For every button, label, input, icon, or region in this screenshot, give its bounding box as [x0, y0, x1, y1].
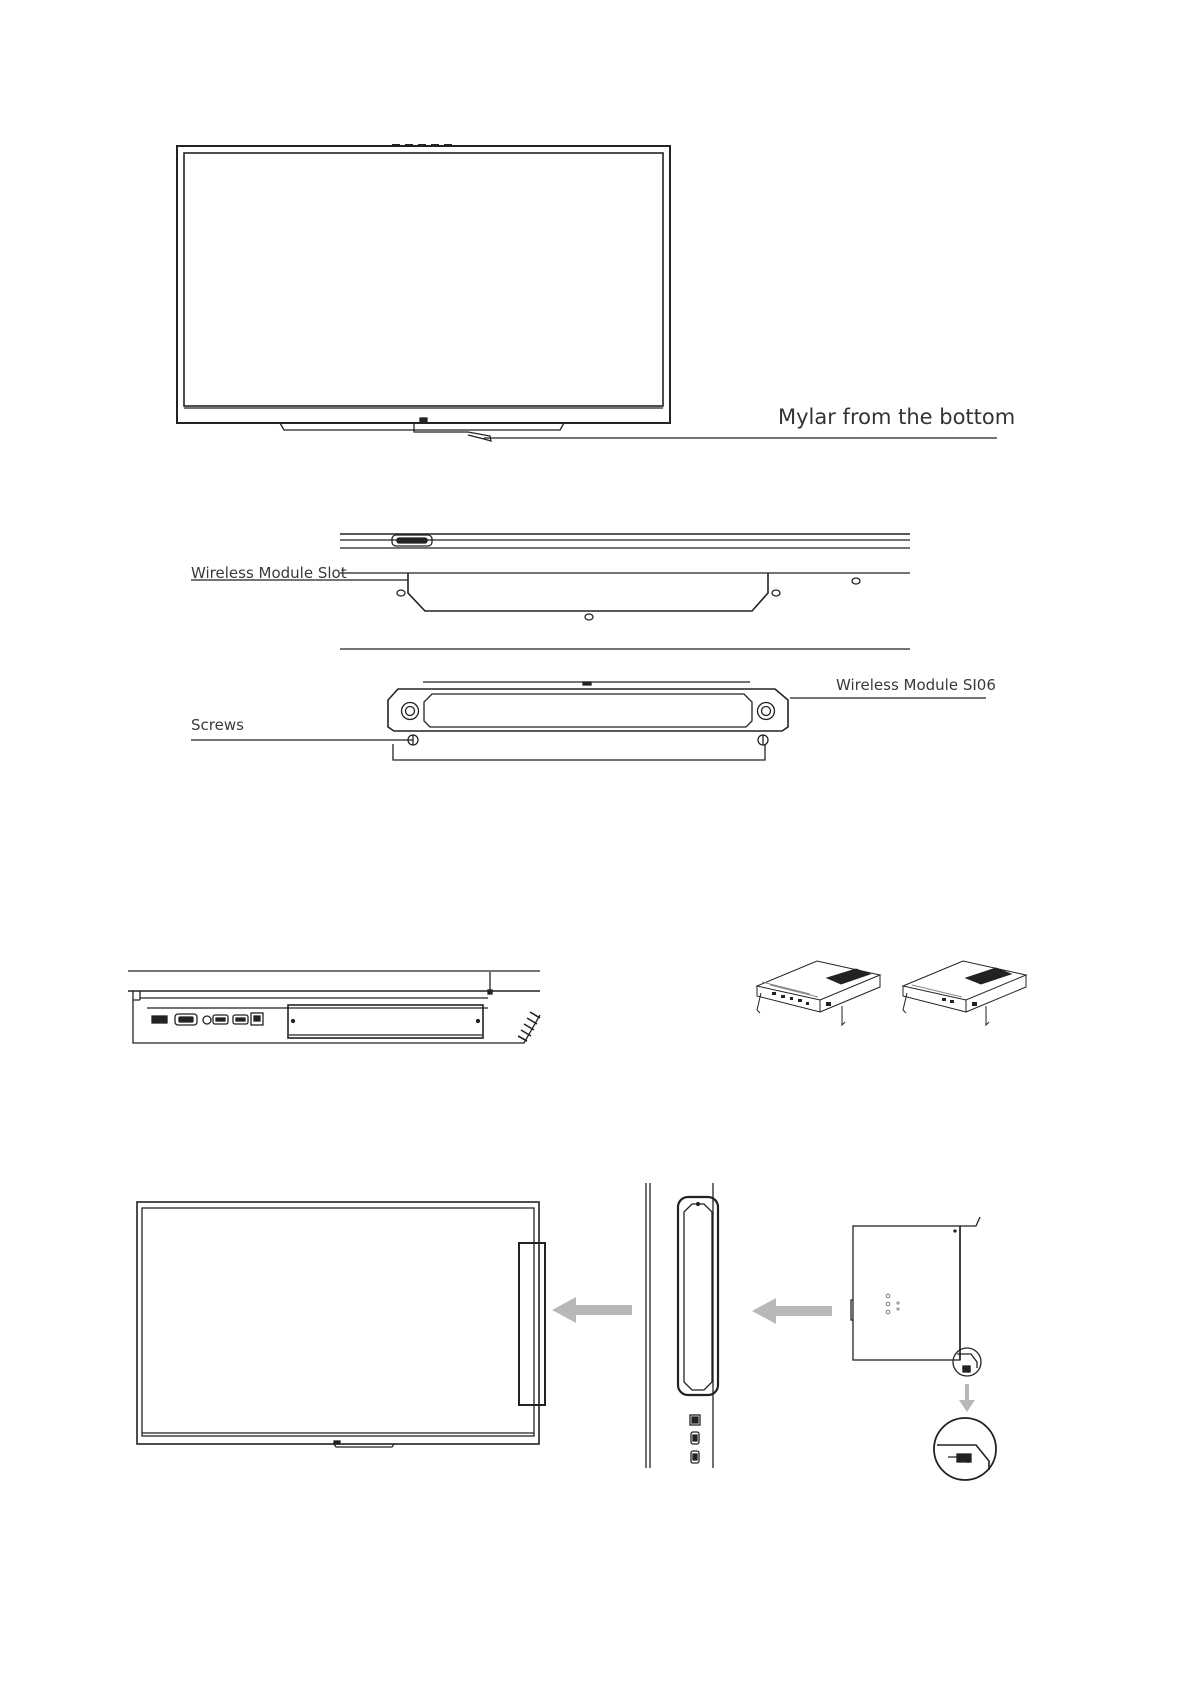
port-panel-vent [518, 1012, 540, 1041]
module-indicator-leds [886, 1294, 899, 1314]
wireless-module-slot-label: Wireless Module Slot [191, 564, 347, 582]
display-outer-frame [177, 146, 670, 423]
small-display-screen [142, 1208, 534, 1436]
module-panel [424, 694, 752, 727]
mylar-label: Mylar from the bottom [778, 405, 1016, 429]
audio-port-icon [203, 1016, 211, 1024]
module-screw-boss-right [758, 703, 775, 720]
display-screen [184, 153, 663, 406]
display-front-view-small [137, 1202, 545, 1447]
slot-screw-hole-bottom [585, 614, 593, 620]
wireless-module-slot [408, 573, 768, 611]
module-body [388, 689, 788, 731]
slot-screw-hole-right [772, 590, 780, 596]
module-screw-boss-left [402, 703, 419, 720]
arrow-left-icon-2 [752, 1298, 832, 1324]
ops-slot-highlight [519, 1243, 545, 1405]
ops-module-1 [757, 961, 880, 1025]
usb-port-icon [152, 1016, 167, 1023]
display-center-led [420, 418, 427, 422]
display-side-profile [646, 1183, 718, 1468]
small-display-frame [137, 1202, 539, 1444]
side-port-panel [128, 971, 540, 1043]
display-front-view [177, 145, 997, 441]
slot-screw-hole-far [852, 578, 860, 584]
arrow-left-icon [552, 1297, 632, 1323]
display-bottom-lip [280, 423, 564, 430]
wireless-module-si06-label: Wireless Module SI06 [836, 676, 996, 694]
bottom-edge-view [191, 534, 910, 649]
screws-label: Screws [191, 716, 244, 734]
ops-module-2 [903, 961, 1026, 1025]
slot-screw-hole-left [397, 590, 405, 596]
ops-slot-cover [288, 1005, 483, 1038]
mylar-tab [414, 423, 491, 441]
latch-detail-magnified [934, 1418, 996, 1480]
side-slot-inner [684, 1204, 712, 1390]
ops-module-front-face [851, 1217, 996, 1480]
module-face-plate [853, 1226, 960, 1360]
screws-bracket [393, 744, 765, 760]
